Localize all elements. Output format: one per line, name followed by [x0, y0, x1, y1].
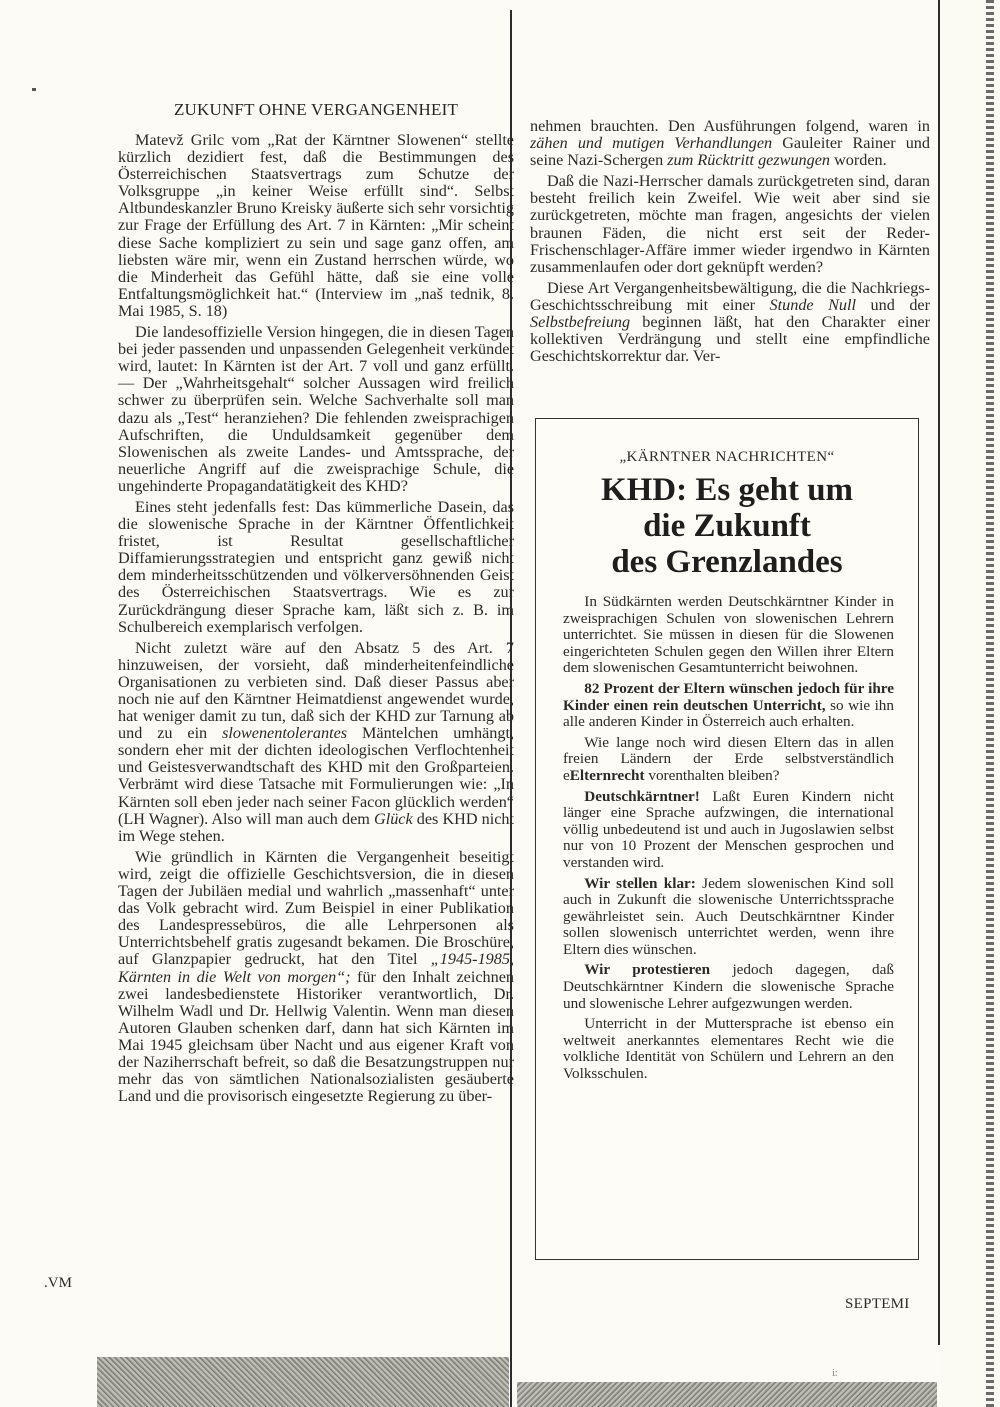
clip-paragraph-2	[563, 681, 894, 731]
clip-p3-b: vorenthalten bleiben?	[644, 766, 780, 784]
clipping-title-line-1: KHD: Es geht um	[600, 472, 854, 508]
next-page-noise-left	[97, 1357, 509, 1407]
right-paragraph-2: Daß die Nazi-Herrscher damals zurückgetreten sind, daran besteht freilich kein Zweifel. Wie weit aber sind sie zurückgetreten, möchte man fragen, angesichts der vielen braunen Fäden, die nicht erst seit der Reder-Frischenschlager-Affäre immer wieder irgendwo in Kärnten zusammenlaufen oder dort geknüpft werden?	[530, 172, 930, 276]
newspaper-clipping-box	[535, 418, 919, 1260]
rp1-c: worden.	[830, 151, 887, 170]
rp3-c: beginnen läßt, hat den Charakter einer kollektiven Verdrängung und stellt eine empfindliche Geschichtskorrektur dar. Ver-	[530, 313, 930, 366]
clip-p2-bold: 82 Prozent der Eltern wünschen jedoch für ihre Kinder einen rein deutschen Unterricht,	[563, 679, 894, 714]
p5-italic-title: „1945-1985, Kärnten in die Welt von morgen“;	[118, 950, 514, 986]
paragraph-4	[118, 640, 514, 845]
p5-text-a: Wie gründlich in Kärnten die Vergangenheit beseitigt wird, zeigt die offizielle Geschichtsversion, die in diesen Tagen der Jubiläen medial und wahrlich „massenhaft“ unter das Volk gebracht wird. Zum Beispiel in einer Publikation des Landespressebüros, die alle Lehrpersonen als Unterrichtsbehelf gratis zugesandt bekamen. Die Broschüre, auf Glanzpapier gedruckt, hat den Titel	[118, 847, 514, 969]
clip-paragraph-5	[563, 876, 894, 959]
right-article-column	[530, 118, 930, 369]
right-edge-line	[938, 0, 940, 1345]
article-headline: ZUKUNFT OHNE VERGANGENHEIT	[173, 100, 459, 119]
clipping-source: „KÄRNTNER NACHRICHTEN“	[619, 449, 835, 465]
rp3-italic-2: Selbstbefreiung	[530, 313, 631, 332]
rp3-italic-1: Stunde Null	[769, 295, 857, 314]
p4-text-a: Nicht zuletzt wäre auf den Absatz 5 des Art. 7 hinzuweisen, der vorsieht, daß minderheitenfeindliche Organisationen zu verbieten sind. Daß dieser Passus aber noch nie auf den Kärntner Heimatdienst angewendet wurde, hat weniger damit zu tun, daß sich der KHD zur Tarnung ab und zu ein	[118, 638, 514, 743]
p4-italic-b: Glück	[374, 809, 413, 828]
clip-paragraph-3	[563, 735, 894, 785]
scan-speck	[32, 88, 36, 91]
paragraph-3: Eines steht jedenfalls fest: Das kümmerliche Dasein, das die slowenische Sprache in der Kärntner Öffentlichkeit fristet, ist Resultat gesellschaftlicher Diffamierungsstrategien und entspricht ganz gewiß nicht dem minderheitsschützenden und völkerversöhnenden Geist des Österreichischen Staatsvertrags. Wie es zur Zurückdrängung dieser Sprache kam, läßt sich z. B. im Schulbereich exemplarisch verfolgen.	[118, 497, 514, 636]
paragraph-2: Die landesoffizielle Version hingegen, die in diesen Tagen bei jeder passenden und unpassenden Gelegenheit verkündet wird, lautet: In Kärnten ist der Art. 7 voll und ganz erfüllt. — Der „Wahrheitsgehalt“ solcher Aussagen wird freilich schwer zu überprüfen sein. Welche Sachverhalte soll man dazu als „Test“ heranziehen? Die fehlenden zweisprachigen Aufschriften, die Unduldsamkeit gegenüber dem Slowenischen als zweite Landes- und Amtssprache, der neuerliche Angriff auf die zweisprachige Schule, die ungehinderte Propagandatätigkeit des KHD?	[118, 323, 514, 495]
rp1-a: nehmen brauchten. Den Ausführungen folgend, waren in	[530, 117, 930, 135]
footer-left-mark: .VM	[44, 1275, 72, 1291]
right-paragraph-3	[530, 280, 930, 365]
scan-mark: i:	[832, 1368, 838, 1379]
rp3-b: und der	[856, 295, 930, 314]
footer-month-label: SEPTEMI	[845, 1296, 910, 1312]
clipping-title-line-3: des Grenzlandes	[611, 544, 843, 580]
right-paragraph-1	[530, 118, 930, 169]
left-article-column	[118, 100, 514, 1109]
clip-p6-rest: jedoch dagegen, daß Deutschkärntner Kindern die slowenische Sprache und slowenische Lehrer aufgezwungen werden.	[563, 961, 894, 1012]
clip-paragraph-1: In Südkärnten werden Deutschkärntner Kinder in zweisprachigen Schulen von slowenischen Lehrern unterrichtet. Sie müssen in diesen für die Slowenen eingerichteten Schulen gegen den Willen ihrer Eltern dem slowenischen Gesamtunterricht beiwohnen.	[563, 593, 894, 677]
paragraph-1: Matevž Grilc vom „Rat der Kärntner Slowenen“ stellte kürzlich dezidiert fest, daß die Bestimmungen des Österreichischen Staatsvertrags zum Schutze der Volksgruppe „in keiner Weise erfüllt sind“. Selbst Altbundeskanzler Bruno Kreisky äußerte sich sehr vorsichtig zur Frage der Erfüllung des Art. 7 in Kärnten: „Mir scheint diese Sache kompliziert zu sein und sage ganz offen, am liebsten wäre mir, wenn ein Zustand herrschen würde, wo die Minderheit das Gefühl hätte, daß sie eine volle Entfaltungsmöglichkeit hat.“ (Interview im „naš tednik, 8. Mai 1985, S. 18)	[118, 131, 514, 320]
perforated-edge	[986, 0, 994, 1407]
clip-p6-bold: Wir protestieren	[584, 961, 711, 979]
paragraph-5	[118, 849, 514, 1105]
clip-p2-rest: so wie ihn alle anderen Kinder in Österreich auch erhalten.	[563, 696, 894, 731]
clip-p5-rest: Jedem slowenischen Kind soll auch in Zukunft die slowenische Unterrichtssprache gewährleistet sein. Auch Deutschkärntner Kinder sollen slowenisch unterrichtet werden, wenn ihre Eltern dies wünschen.	[563, 874, 894, 958]
clip-p3-a: Wie lange noch wird diesen Eltern das in allen freien Ländern der Erde selbstverständlich e	[563, 733, 894, 784]
p4-italic-a: slowenentolerantes	[222, 724, 348, 743]
clip-p4-rest: Laßt Euren Kindern nicht länger eine Sprache aufzwingen, die international völlig unbedeutend ist und auch in Jugoslawien selbst nur von 10 Prozent der Menschen gesprochen und verstanden wird.	[563, 787, 894, 871]
p4-text-c: des KHD nicht im Wege stehen.	[118, 809, 515, 845]
next-page-noise-right	[517, 1382, 937, 1407]
rp1-b: Gauleiter Rainer und seine Nazi-Schergen	[530, 134, 930, 170]
rp1-italic-1: zähen und mutigen Verhandlungen	[530, 134, 773, 153]
clipping-title	[536, 472, 918, 580]
p4-text-b: Mäntelchen umhängt, sondern eher mit der dichten ideologischen Verflochtenheit und Geistesverwandtschaft des KHD mit den Großparteien. Verbrämt wird diese Tatsache mit Formulierungen wie: „In Kärnten soll eben jeder nach seiner Facon glücklich werden“ (LH Wagner). Also will man auch dem	[118, 724, 515, 828]
clipping-body	[536, 594, 918, 1083]
clipping-title-line-2: die Zukunft	[643, 508, 811, 544]
clip-p4-bold: Deutschkärntner!	[584, 787, 700, 805]
clip-paragraph-6	[563, 962, 894, 1012]
clip-p5-bold: Wir stellen klar:	[584, 874, 696, 892]
rp3-a: Diese Art Vergangenheitsbewältigung, die die Nachkriegs-Geschichtsschreibung mit einer	[530, 278, 930, 314]
rp1-italic-2: zum Rücktritt gezwungen	[667, 151, 831, 170]
clip-paragraph-7: Unterricht in der Muttersprache ist ebenso ein weltweit anerkanntes elementares Recht wie die volkliche Identität von Schülern und Lehrern an den Volksschulen.	[563, 1015, 894, 1083]
clip-paragraph-4	[563, 789, 894, 872]
clip-p3-bold: Elternrecht	[569, 766, 645, 784]
p5-text-b: für den Inhalt zeichnen zwei landesbedienstete Historiker verantwortlich, Dr. Wilhelm Wadl und Dr. Hellwig Valentin. Wenn man diesen Autoren Glauben schenken darf, dann hat sich Kärnten im Mai 1945 gleichsam über Nacht und aus eigener Kraft von der Naziherrschaft befreit, so daß die Besatzungstruppen nur mehr das von sämtlichen Nationalsozialisten gesäuberte Land und die provisorisch eingesetzte Regierung zu über-	[118, 967, 514, 1106]
